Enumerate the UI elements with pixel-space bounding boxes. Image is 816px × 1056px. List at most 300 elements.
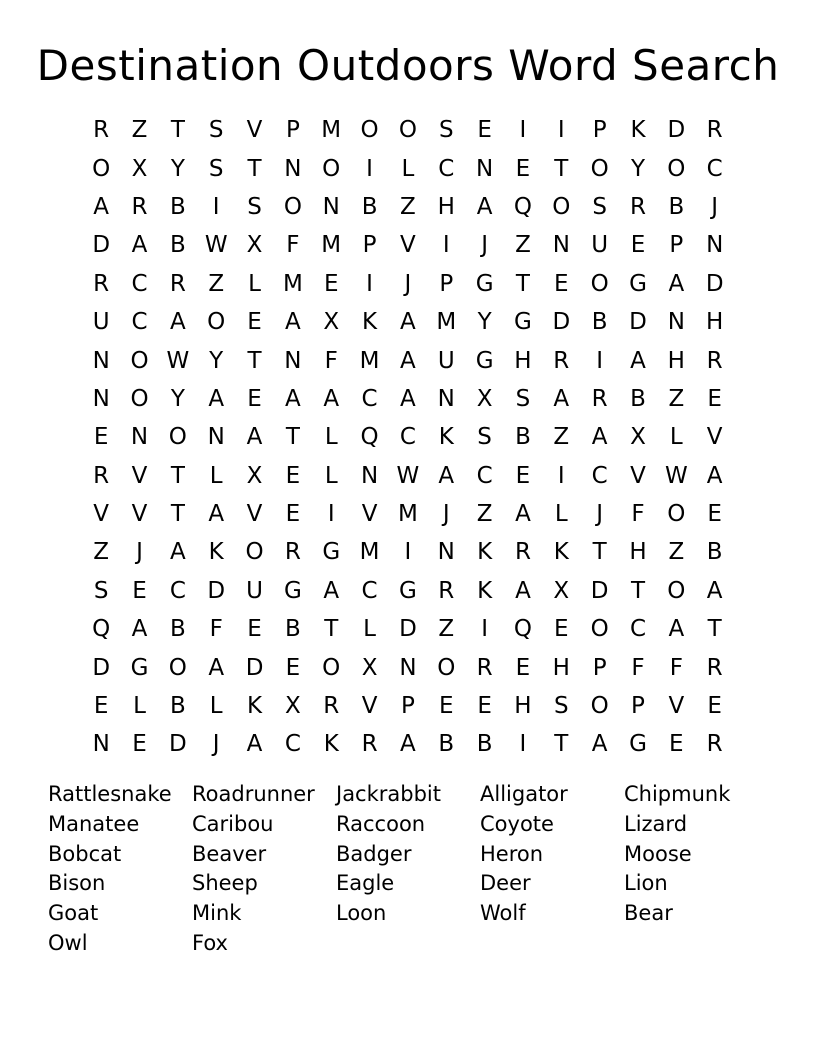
grid-letter: N bbox=[92, 347, 110, 374]
grid-letter: N bbox=[360, 462, 379, 489]
grid-letter: A bbox=[630, 347, 646, 374]
grid-letter: T bbox=[247, 347, 262, 374]
grid-row bbox=[82, 380, 734, 418]
grid-letter: O bbox=[130, 347, 149, 374]
grid-letter: R bbox=[438, 577, 455, 604]
grid-letter: A bbox=[591, 731, 608, 758]
grid-letter: P bbox=[285, 117, 300, 144]
grid-letter: S bbox=[247, 193, 262, 220]
grid-letter: R bbox=[706, 731, 723, 758]
grid-letter: K bbox=[208, 539, 224, 566]
grid-letter: T bbox=[285, 424, 300, 451]
grid-letter: B bbox=[591, 309, 608, 336]
grid-letter: I bbox=[519, 731, 527, 758]
word-list-item: Coyote bbox=[480, 811, 554, 836]
grid-letter: T bbox=[170, 501, 185, 528]
grid-letter: V bbox=[400, 232, 416, 259]
grid-letter: K bbox=[553, 539, 569, 566]
grid-letter: M bbox=[321, 232, 342, 259]
grid-letter: B bbox=[169, 616, 186, 643]
grid-letter: V bbox=[246, 501, 263, 528]
grid-row bbox=[82, 648, 734, 686]
grid-letter: E bbox=[438, 693, 454, 720]
grid-letter: O bbox=[667, 501, 686, 528]
grid-letter: R bbox=[514, 539, 531, 566]
grid-row bbox=[82, 418, 734, 456]
word-column bbox=[480, 780, 624, 959]
word-list-item: Goat bbox=[48, 901, 99, 926]
grid-letter: E bbox=[247, 309, 262, 336]
grid-letter: D bbox=[667, 117, 686, 144]
word-list-item: Fox bbox=[192, 930, 228, 955]
word-list-item: Badger bbox=[336, 841, 412, 866]
grid-letter: Z bbox=[400, 193, 416, 220]
grid-row bbox=[82, 610, 734, 648]
grid-letter: R bbox=[706, 654, 723, 681]
grid-letter: T bbox=[324, 616, 339, 643]
word-list-item: Deer bbox=[480, 871, 531, 896]
grid-letter: E bbox=[247, 385, 262, 412]
grid-letter: I bbox=[366, 270, 373, 297]
word-list-item: Loon bbox=[336, 901, 387, 926]
grid-letter: E bbox=[515, 155, 531, 182]
grid-letter: G bbox=[399, 577, 417, 604]
word-column bbox=[624, 780, 768, 959]
word-list-item: Owl bbox=[48, 930, 88, 955]
grid-letter: D bbox=[169, 731, 187, 758]
grid-letter: C bbox=[591, 462, 608, 489]
grid-letter: G bbox=[629, 731, 647, 758]
grid-letter: A bbox=[208, 385, 225, 412]
grid-letter: P bbox=[631, 693, 645, 720]
grid-letter: S bbox=[592, 193, 607, 220]
grid-letter: X bbox=[630, 424, 646, 451]
grid-letter: N bbox=[130, 424, 149, 451]
grid-letter: X bbox=[285, 693, 301, 720]
word-list-item: Roadrunner bbox=[192, 782, 315, 806]
grid-letter: Q bbox=[513, 616, 532, 643]
grid-letter: P bbox=[592, 117, 607, 144]
grid-letter: E bbox=[93, 693, 109, 720]
grid-letter: B bbox=[706, 539, 723, 566]
grid-letter: A bbox=[668, 616, 685, 643]
grid-letter: X bbox=[246, 462, 263, 489]
grid-letter: Y bbox=[209, 347, 224, 374]
grid-letter: A bbox=[285, 385, 301, 412]
grid-letter: R bbox=[93, 270, 110, 297]
grid-letter: L bbox=[324, 462, 338, 489]
grid-letter: J bbox=[596, 501, 604, 528]
grid-letter: A bbox=[208, 501, 225, 528]
grid-letter: T bbox=[247, 155, 262, 182]
grid-row bbox=[82, 303, 734, 341]
grid-letter: R bbox=[284, 539, 301, 566]
grid-letter: D bbox=[207, 577, 226, 604]
grid-letter: E bbox=[132, 577, 147, 604]
grid-letter: E bbox=[515, 654, 531, 681]
grid-letter: A bbox=[323, 385, 340, 412]
grid-letter: O bbox=[322, 155, 341, 182]
grid-letter: R bbox=[706, 117, 723, 144]
grid-letter: V bbox=[668, 693, 685, 720]
grid-letter: G bbox=[475, 347, 494, 374]
grid-letter: I bbox=[481, 616, 488, 643]
grid-letter: B bbox=[169, 693, 186, 720]
grid-letter: G bbox=[514, 309, 532, 336]
grid-letter: C bbox=[169, 577, 186, 604]
grid-letter: A bbox=[706, 462, 723, 489]
grid-letter: N bbox=[284, 347, 302, 374]
grid-letter: A bbox=[246, 424, 263, 451]
word-list-item: Lizard bbox=[624, 811, 688, 836]
grid-letter: T bbox=[707, 616, 722, 643]
grid-row bbox=[82, 687, 734, 725]
grid-letter: T bbox=[170, 462, 185, 489]
grid-letter: H bbox=[706, 309, 724, 336]
grid-letter: C bbox=[476, 462, 493, 489]
grid-letter: L bbox=[133, 693, 146, 720]
grid-letter: O bbox=[667, 155, 686, 182]
grid-letter: O bbox=[168, 424, 187, 451]
grid-letter: A bbox=[323, 577, 340, 604]
grid-letter: C bbox=[706, 155, 723, 182]
grid-letter: B bbox=[438, 731, 455, 758]
grid-letter: Q bbox=[92, 616, 111, 643]
grid-letter: M bbox=[436, 309, 457, 336]
grid-letter: M bbox=[359, 539, 380, 566]
grid-letter: O bbox=[130, 385, 149, 412]
grid-letter: N bbox=[706, 232, 724, 259]
grid-letter: E bbox=[93, 424, 109, 451]
grid-letter: O bbox=[590, 270, 609, 297]
grid-letter: C bbox=[361, 385, 378, 412]
grid-letter: P bbox=[592, 654, 607, 681]
grid-letter: K bbox=[477, 539, 493, 566]
grid-letter: K bbox=[323, 731, 339, 758]
grid-letter: G bbox=[322, 539, 341, 566]
grid-letter: D bbox=[245, 654, 264, 681]
word-list-item: Chipmunk bbox=[624, 782, 731, 806]
grid-letter: I bbox=[557, 117, 565, 144]
grid-letter: L bbox=[669, 424, 683, 451]
grid-letter: F bbox=[209, 616, 223, 643]
grid-letter: R bbox=[361, 731, 378, 758]
grid-letter: A bbox=[169, 539, 186, 566]
grid-letter: D bbox=[590, 577, 609, 604]
grid-letter: E bbox=[707, 501, 722, 528]
grid-letter: A bbox=[438, 462, 455, 489]
grid-letter: B bbox=[476, 731, 493, 758]
grid-letter: I bbox=[519, 117, 527, 144]
grid-letter: C bbox=[284, 731, 301, 758]
grid-letter: S bbox=[515, 385, 531, 412]
grid-letter: J bbox=[442, 501, 450, 528]
grid-letter: R bbox=[93, 462, 110, 489]
grid-letter: Z bbox=[131, 117, 148, 144]
grid-letter: V bbox=[246, 117, 263, 144]
grid-letter: Q bbox=[360, 424, 379, 451]
grid-letter: U bbox=[92, 309, 110, 336]
grid-letter: T bbox=[592, 539, 607, 566]
grid-letter: A bbox=[169, 309, 186, 336]
grid-letter: O bbox=[590, 616, 609, 643]
grid-row bbox=[82, 495, 734, 533]
grid-letter: V bbox=[361, 693, 378, 720]
grid-letter: T bbox=[554, 731, 569, 758]
word-list-item: Raccoon bbox=[336, 811, 426, 836]
grid-letter: S bbox=[208, 155, 224, 182]
grid-letter: R bbox=[629, 193, 646, 220]
grid-letter: L bbox=[248, 270, 261, 297]
grid-letter: X bbox=[131, 155, 148, 182]
grid-letter: D bbox=[552, 309, 571, 336]
grid-row bbox=[82, 111, 734, 149]
grid-letter: Z bbox=[93, 539, 110, 566]
grid-row bbox=[82, 533, 734, 571]
word-list-item: Wolf bbox=[480, 901, 526, 926]
grid-letter: F bbox=[631, 654, 645, 681]
grid-letter: E bbox=[323, 270, 339, 297]
grid-letter: O bbox=[667, 577, 686, 604]
grid-letter: T bbox=[630, 577, 646, 604]
grid-letter: E bbox=[477, 117, 492, 144]
grid-letter: W bbox=[166, 347, 190, 374]
grid-letter: B bbox=[515, 424, 531, 451]
grid-row bbox=[82, 341, 734, 379]
grid-letter: K bbox=[247, 693, 263, 720]
grid-letter: H bbox=[514, 693, 532, 720]
grid-letter: Y bbox=[170, 155, 185, 182]
grid-letter: N bbox=[207, 424, 225, 451]
grid-letter: R bbox=[706, 347, 723, 374]
grid-letter: N bbox=[92, 731, 110, 758]
grid-letter: D bbox=[705, 270, 724, 297]
grid-letter: F bbox=[324, 347, 338, 374]
grid-letter: E bbox=[285, 462, 301, 489]
grid-letter: F bbox=[631, 501, 645, 528]
grid-letter: I bbox=[404, 539, 412, 566]
grid-letter: O bbox=[590, 155, 609, 182]
word-column bbox=[192, 780, 336, 959]
grid-letter: N bbox=[476, 155, 494, 182]
grid-letter: N bbox=[284, 155, 302, 182]
grid-letter: W bbox=[396, 462, 420, 489]
grid-letter: N bbox=[437, 539, 455, 566]
grid-letter: A bbox=[400, 347, 416, 374]
grid-letter: M bbox=[359, 347, 380, 374]
grid-letter: K bbox=[477, 577, 493, 604]
grid-letter: B bbox=[630, 385, 646, 412]
grid-letter: F bbox=[669, 654, 683, 681]
grid-letter: E bbox=[515, 462, 531, 489]
grid-letter: O bbox=[360, 117, 379, 144]
grid-letter: R bbox=[553, 347, 570, 374]
grid-letter: Z bbox=[553, 424, 570, 451]
grid-letter: X bbox=[553, 577, 570, 604]
grid-letter: D bbox=[629, 309, 647, 336]
grid-row bbox=[82, 725, 734, 763]
grid-letter: B bbox=[668, 193, 685, 220]
grid-letter: A bbox=[246, 731, 263, 758]
word-list bbox=[48, 780, 768, 959]
grid-letter: V bbox=[630, 462, 646, 489]
grid-letter: B bbox=[169, 232, 186, 259]
grid-letter: X bbox=[361, 654, 378, 681]
grid-letter: A bbox=[208, 654, 225, 681]
grid-letter: V bbox=[93, 501, 110, 528]
grid-letter: J bbox=[481, 232, 488, 259]
grid-letter: X bbox=[476, 385, 493, 412]
grid-letter: O bbox=[207, 309, 226, 336]
grid-letter: Z bbox=[438, 616, 455, 643]
grid-row bbox=[82, 265, 734, 303]
grid-letter: L bbox=[363, 616, 376, 643]
word-list-item: Rattlesnake bbox=[48, 782, 172, 806]
grid-letter: K bbox=[438, 424, 454, 451]
grid-letter: N bbox=[552, 232, 570, 259]
grid-letter: I bbox=[596, 347, 604, 374]
grid-letter: C bbox=[361, 577, 378, 604]
grid-letter: T bbox=[515, 270, 530, 297]
grid-letter: N bbox=[399, 654, 417, 681]
grid-letter: A bbox=[553, 385, 570, 412]
word-list-item: Heron bbox=[480, 841, 544, 866]
grid-letter: I bbox=[212, 193, 220, 220]
grid-letter: D bbox=[92, 232, 111, 259]
word-list-item: Alligator bbox=[480, 782, 568, 806]
grid-letter: F bbox=[286, 232, 300, 259]
grid-letter: Y bbox=[630, 155, 646, 182]
grid-letter: Q bbox=[513, 193, 532, 220]
grid-letter: O bbox=[552, 193, 571, 220]
grid-letter: R bbox=[169, 270, 186, 297]
grid-letter: A bbox=[400, 385, 416, 412]
grid-letter: M bbox=[282, 270, 303, 297]
grid-letter: B bbox=[285, 616, 301, 643]
grid-letter: X bbox=[246, 232, 263, 259]
grid-letter: G bbox=[130, 654, 149, 681]
grid-letter: E bbox=[707, 385, 722, 412]
word-list-item: Eagle bbox=[336, 871, 395, 896]
grid-letter: R bbox=[476, 654, 493, 681]
grid-letter: W bbox=[204, 232, 228, 259]
grid-row bbox=[82, 226, 734, 264]
grid-letter: V bbox=[361, 501, 378, 528]
grid-letter: Z bbox=[208, 270, 225, 297]
grid-row bbox=[82, 572, 734, 610]
letter-grid bbox=[82, 111, 734, 764]
word-list-item: Caribou bbox=[192, 811, 274, 836]
grid-letter: S bbox=[553, 693, 569, 720]
grid-letter: E bbox=[477, 693, 492, 720]
grid-letter: R bbox=[323, 693, 340, 720]
grid-letter: I bbox=[366, 155, 373, 182]
grid-letter: B bbox=[361, 193, 378, 220]
grid-letter: A bbox=[285, 309, 301, 336]
grid-letter: A bbox=[706, 577, 723, 604]
grid-row bbox=[82, 457, 734, 495]
grid-letter: H bbox=[552, 654, 570, 681]
grid-letter: R bbox=[93, 117, 110, 144]
grid-letter: E bbox=[132, 731, 147, 758]
grid-letter: R bbox=[131, 193, 148, 220]
grid-letter: G bbox=[629, 270, 647, 297]
grid-letter: N bbox=[667, 309, 685, 336]
grid-letter: S bbox=[93, 577, 109, 604]
grid-letter: O bbox=[322, 654, 341, 681]
grid-letter: M bbox=[397, 501, 418, 528]
grid-letter: O bbox=[590, 693, 609, 720]
word-list-item: Sheep bbox=[192, 871, 258, 896]
grid-letter: O bbox=[398, 117, 417, 144]
grid-letter: L bbox=[209, 462, 223, 489]
word-list-item: Jackrabbit bbox=[336, 782, 441, 806]
grid-letter: R bbox=[591, 385, 608, 412]
grid-letter: H bbox=[514, 347, 532, 374]
grid-letter: E bbox=[630, 232, 646, 259]
grid-letter: N bbox=[322, 193, 340, 220]
grid-letter: A bbox=[400, 731, 416, 758]
grid-letter: I bbox=[442, 232, 450, 259]
grid-letter: T bbox=[170, 117, 185, 144]
grid-letter: K bbox=[362, 309, 378, 336]
grid-letter: C bbox=[629, 616, 647, 643]
grid-letter: V bbox=[131, 462, 148, 489]
grid-letter: J bbox=[404, 270, 412, 297]
grid-letter: A bbox=[591, 424, 608, 451]
grid-letter: V bbox=[706, 424, 723, 451]
grid-letter: J bbox=[711, 193, 719, 220]
grid-letter: A bbox=[400, 309, 416, 336]
grid-letter: D bbox=[399, 616, 417, 643]
word-list-item: Moose bbox=[624, 841, 692, 866]
grid-letter: C bbox=[399, 424, 416, 451]
grid-letter: G bbox=[475, 270, 494, 297]
grid-letter: E bbox=[285, 501, 301, 528]
word-list-item: Bison bbox=[48, 871, 106, 896]
grid-letter: L bbox=[554, 501, 568, 528]
grid-letter: A bbox=[131, 232, 148, 259]
word-list-item: Bear bbox=[624, 901, 673, 926]
grid-letter: D bbox=[92, 654, 111, 681]
grid-letter: S bbox=[438, 117, 454, 144]
grid-letter: N bbox=[92, 385, 110, 412]
grid-letter: J bbox=[212, 731, 220, 758]
grid-letter: B bbox=[169, 193, 186, 220]
grid-letter: I bbox=[557, 462, 565, 489]
grid-letter: Z bbox=[515, 232, 531, 259]
word-list-item: Manatee bbox=[48, 811, 140, 836]
grid-letter: J bbox=[136, 539, 143, 566]
grid-letter: C bbox=[131, 270, 148, 297]
grid-letter: A bbox=[515, 577, 531, 604]
grid-row bbox=[82, 149, 734, 187]
word-column bbox=[48, 780, 192, 959]
grid-letter: S bbox=[477, 424, 492, 451]
grid-letter: Y bbox=[170, 385, 185, 412]
grid-letter: P bbox=[669, 232, 684, 259]
grid-letter: P bbox=[362, 232, 377, 259]
grid-row bbox=[82, 188, 734, 226]
word-column bbox=[336, 780, 480, 959]
grid-letter: E bbox=[707, 693, 722, 720]
grid-letter: O bbox=[92, 155, 111, 182]
grid-letter: H bbox=[629, 539, 647, 566]
grid-letter: L bbox=[324, 424, 338, 451]
grid-letter: T bbox=[554, 155, 569, 182]
grid-letter: C bbox=[131, 309, 148, 336]
grid-letter: E bbox=[554, 270, 569, 297]
